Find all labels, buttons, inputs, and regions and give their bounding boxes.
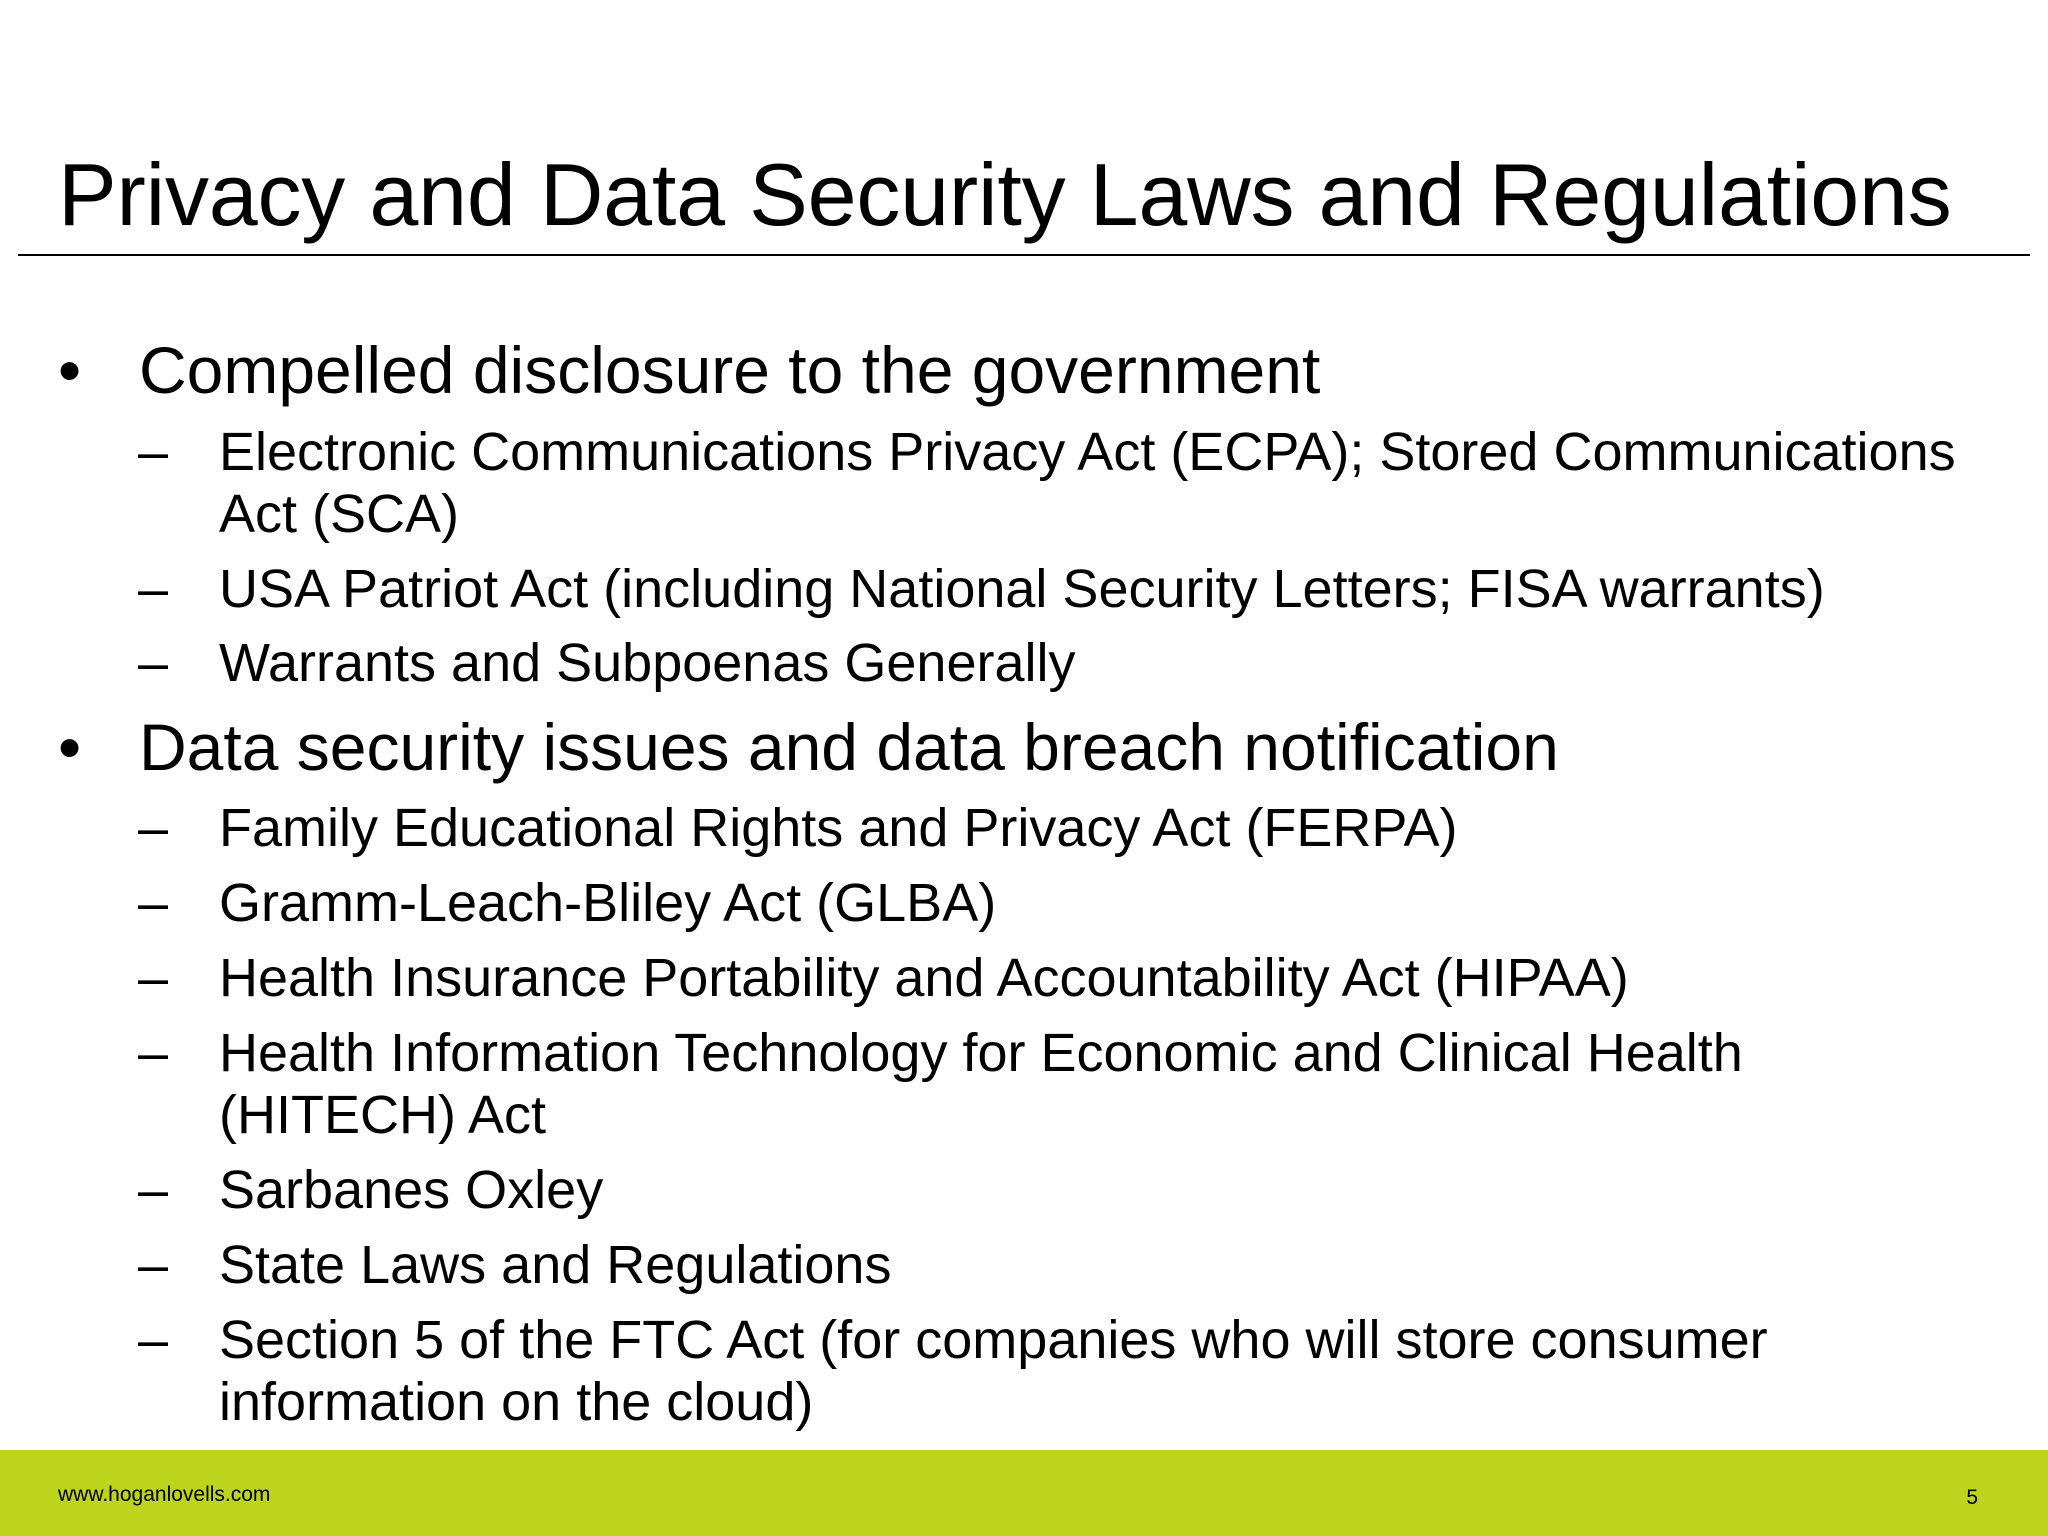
sub-item-text: Section 5 of the FTC Act (for companies who will store consumer information on the cloud) <box>219 1310 1768 1432</box>
sub-item-text: Gramm-Leach-Bliley Act (GLBA) <box>219 873 997 933</box>
footer-bar <box>0 1450 2048 1536</box>
sub-item-text: Health Information Technology for Economic and Clinical Health (HITECH) Act <box>219 1023 1743 1145</box>
bullet-text: Data security issues and data breach notification <box>139 710 1559 784</box>
title-divider <box>18 254 2030 256</box>
dash-marker: – <box>138 948 169 1008</box>
sub-item-text: State Laws and Regulations <box>219 1235 892 1295</box>
footer-url-link[interactable]: www.hoganlovells.com <box>58 1483 271 1506</box>
bullet-marker: • <box>58 333 82 407</box>
dash-marker: – <box>138 1160 169 1220</box>
dash-marker: – <box>138 873 169 933</box>
bullet-marker: • <box>58 710 82 784</box>
sub-item-text: Warrants and Subpoenas Generally <box>219 633 1076 693</box>
dash-marker: – <box>138 1235 169 1295</box>
dash-marker: – <box>138 559 169 619</box>
dash-marker: – <box>138 1310 169 1370</box>
dash-marker: – <box>138 422 169 482</box>
bullet-text: Compelled disclosure to the government <box>139 333 1321 407</box>
dash-marker: – <box>138 798 169 858</box>
sub-item-text: Electronic Communications Privacy Act (ECPA); Stored Communications Act (SCA) <box>219 422 1956 544</box>
sub-item-text: Health Insurance Portability and Accountability Act (HIPAA) <box>219 948 1629 1008</box>
sub-item-text: USA Patriot Act (including National Security Letters; FISA warrants) <box>219 559 1825 619</box>
sub-item-text: Family Educational Rights and Privacy Act (FERPA) <box>219 798 1458 858</box>
slide-title: Privacy and Data Security Laws and Regulations <box>58 145 1952 244</box>
sub-item-text: Sarbanes Oxley <box>219 1160 604 1220</box>
dash-marker: – <box>138 633 169 693</box>
page-number: 5 <box>1966 1486 1978 1509</box>
dash-marker: – <box>138 1023 169 1083</box>
